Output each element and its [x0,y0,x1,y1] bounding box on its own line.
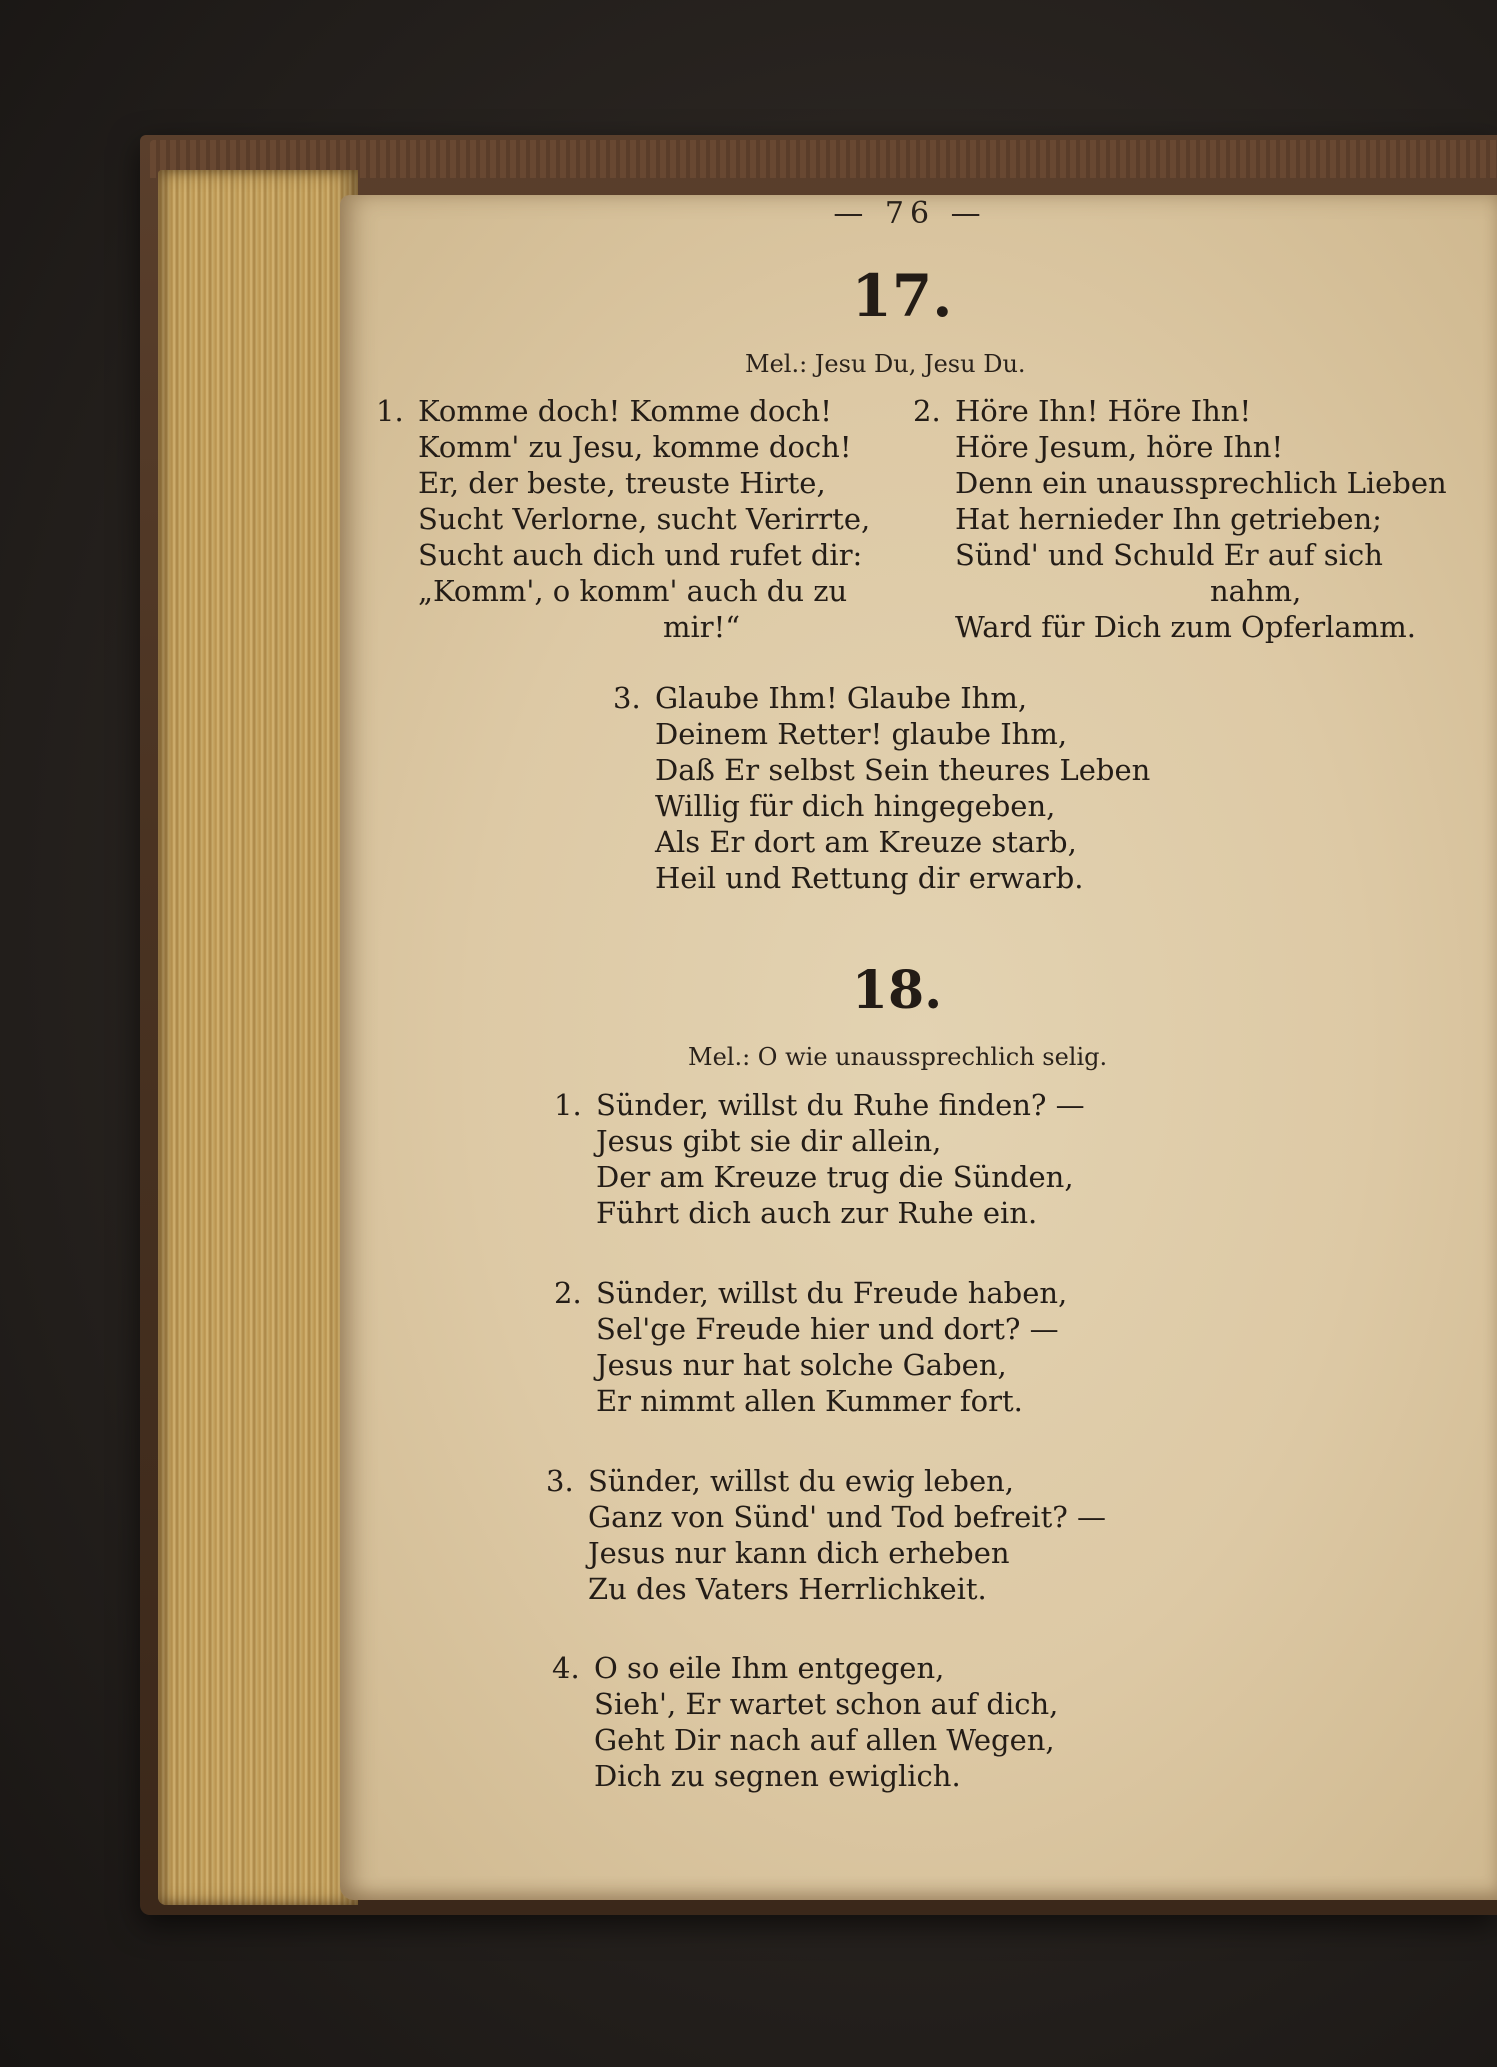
verse-line: nahm, [1210,574,1302,608]
verse-line: Sieh', Er wartet schon auf dich, [594,1687,1059,1721]
verse-line: Der am Kreuze trug die Sünden, [596,1160,1074,1194]
verse-line: „Komm', o komm' auch du zu [418,574,848,608]
verse [913,393,1447,645]
verse-line: Ganz von Sünd' und Tod befreit? — [588,1500,1106,1534]
verse-number: 1. [554,1088,582,1122]
verse [613,680,1151,896]
verse-number: 2. [554,1276,582,1310]
verse-line: Komme doch! Komme doch! [418,394,832,428]
hymn-number: 17. [851,262,953,330]
verse [554,1275,1068,1419]
verse-line: Zu des Vaters Herrlichkeit. [588,1572,987,1606]
verse [546,1463,1106,1607]
verse-line: Glaube Ihm! Glaube Ihm, [655,681,1028,715]
verse-line: Ward für Dich zum Opferlamm. [955,610,1416,644]
verse-line: Höre Jesum, höre Ihn! [955,430,1284,464]
verse-line: Höre Ihn! Höre Ihn! [955,394,1252,428]
verse-line: Führt dich auch zur Ruhe ein. [596,1196,1038,1230]
verse-line: Komm' zu Jesu, komme doch! [418,430,852,464]
verse-line: Er, der beste, treuste Hirte, [418,466,826,500]
verse-line: Geht Dir nach auf allen Wegen, [594,1723,1055,1757]
verse-number: 2. [913,394,941,428]
verse-line: mir!“ [663,610,741,644]
verse [554,1087,1085,1231]
verse-line: Sel'ge Freude hier und dort? — [596,1312,1059,1346]
verse-line: Jesus gibt sie dir allein, [596,1124,942,1158]
verse [552,1650,1059,1794]
verse-number: 3. [546,1464,574,1498]
verse-line: Deinem Retter! glaube Ihm, [655,717,1068,751]
verse-number: 1. [376,394,404,428]
verse-line: Sünd' und Schuld Er auf sich [955,538,1383,572]
verse-line: Sünder, willst du ewig leben, [588,1464,1015,1498]
verse-line: Sünder, willst du Freude haben, [596,1276,1068,1310]
melody-line: Mel.: Jesu Du, Jesu Du. [745,350,1026,378]
verse-line: Sucht Verlorne, sucht Verirrte, [418,502,871,536]
verse-line: Denn ein unaussprechlich Lieben [955,466,1447,500]
verse-line: O so eile Ihm entgegen, [594,1651,945,1685]
verse-line: Jesus nur hat solche Gaben, [596,1348,1007,1382]
verse-line: Sucht auch dich und rufet dir: [418,538,863,572]
verse-line: Dich zu segnen ewiglich. [594,1759,961,1793]
verse-line: Als Er dort am Kreuze starb, [655,825,1077,859]
verse-line: Heil und Rettung dir erwarb. [655,861,1084,895]
page-number: — 76 — [833,196,987,231]
verse-line: Daß Er selbst Sein theures Leben [655,753,1151,787]
verse-number: 3. [613,681,641,715]
verse-line: Jesus nur kann dich erheben [588,1536,1010,1570]
hymn-number: 18. [851,960,943,1021]
verse-line: Er nimmt allen Kummer fort. [596,1384,1023,1418]
verse-line: Hat hernieder Ihn getrieben; [955,502,1382,536]
verse-number: 4. [552,1651,580,1685]
verse [376,393,871,645]
verse-line: Willig für dich hingegeben, [655,789,1056,823]
verse-line: Sünder, willst du Ruhe finden? — [596,1088,1085,1122]
melody-line: Mel.: O wie unaussprechlich selig. [688,1043,1108,1071]
page-edges [158,170,358,1905]
